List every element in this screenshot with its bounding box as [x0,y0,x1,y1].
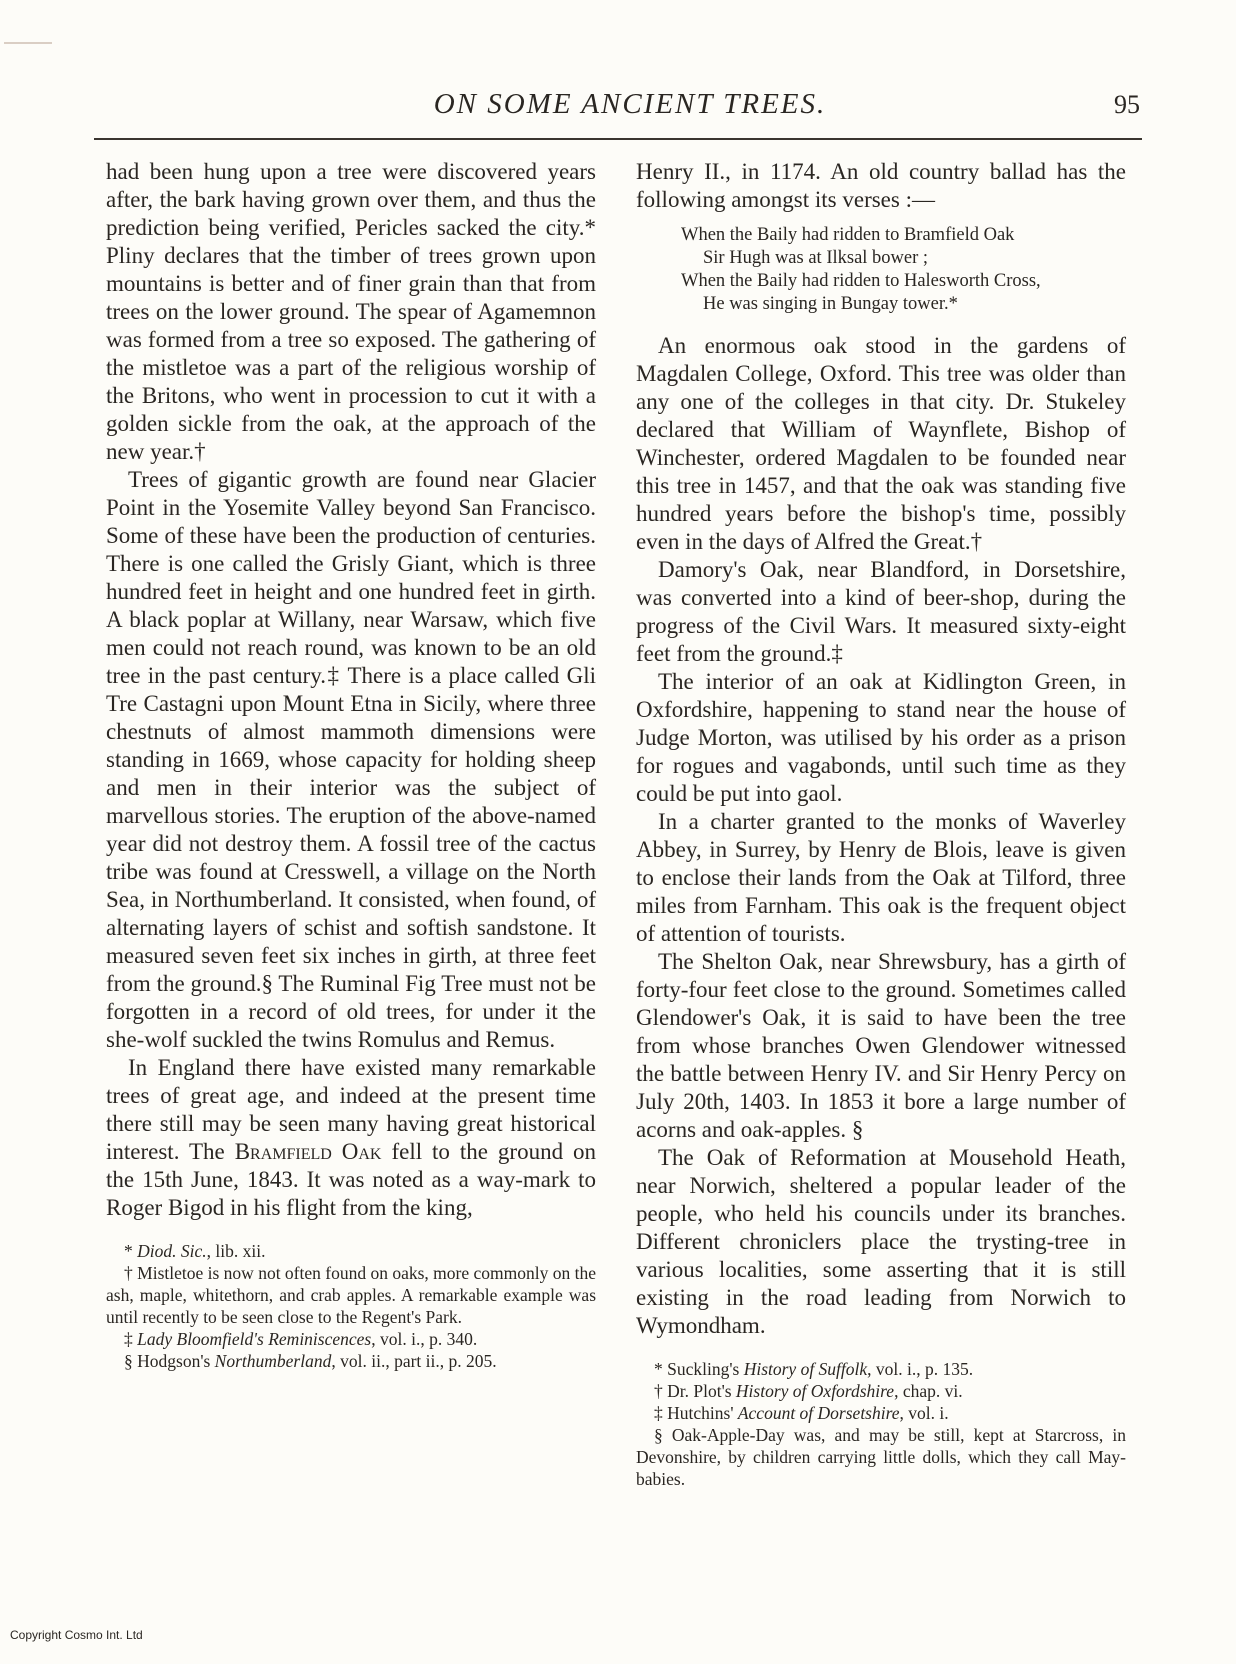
bramfield-oak-smallcaps: Bramfield Oak [234,1139,382,1164]
verse-line: Sir Hugh was at Ilksal bower ; [703,248,929,268]
right-column [636,158,1126,1490]
footnote: § Hodgson's Northumberland, vol. ii., part ii., p. 205. [124,1351,497,1371]
header-rule [94,138,1142,140]
paragraph: In a charter granted to the monks of Waverley Abbey, in Surrey, by Henry de Blois, leave is given to enclose their lands from the Oak at Tilford, three miles from Farnham. This oak is the frequent object of attention of tourists. [636,809,1126,946]
left-column [106,158,596,1372]
copyright-notice: Copyright Cosmo Int. Ltd [10,1628,143,1642]
paragraph: The Shelton Oak, near Shrewsbury, has a girth of forty-four feet close to the ground. Sometimes called Glendower's Oak, it is said to have been the tree from whose branches Owen Glendower witnessed the battle between Henry IV. and Sir Henry Percy on July 20th, 1403. In 1853 it bore a large number of acorns and oak-apples. § [636,949,1126,1142]
verse-line: When the Baily had ridden to Halesworth Cross, [681,271,1041,291]
paragraph-text: fell to the ground on the 15th June, 1843. It was noted as a way-mark to Roger Bigod in his flight from the king, [106,1139,597,1220]
footnote: § Oak-Apple-Day was, and may be still, kept at Starcross, in Devonshire, by children carrying little dolls, which they call May-babies. [636,1425,1127,1489]
paragraph: The interior of an oak at Kidlington Green, in Oxfordshire, happening to stand near the house of Judge Morton, was utilised by his order as a prison for rogues and vagabonds, until such time as they could be put into gaol. [636,669,1126,806]
paragraph [106,1054,596,1222]
verse-line: He was singing in Bungay tower.* [703,294,958,314]
running-head [120,88,1140,134]
paragraph: The Oak of Reformation at Mousehold Heath, near Norwich, sheltered a popular leader of the people, who held his councils under its branches. Different chroniclers place the trysting-tree in various localities, some asserting that it is still existing in the road leading from Norwich to Wymondham. [636,1145,1126,1338]
footnotes-left [106,1240,596,1372]
scan-mark [4,42,52,44]
page-title: ON SOME ANCIENT TREES. [433,88,827,120]
paragraph: Trees of gigantic growth are found near Glacier Point in the Yosemite Valley beyond San Francisco. Some of these have been the production of centuries. There is one called the Grisly Giant, which is three hundred feet in height and one hundred feet in girth. A black poplar at Willany, near Warsaw, which five men could not reach round, was known to be an old tree in the past century.‡ There is a place called Gli Tre Castagni upon Mount Etna in Sicily, where three chestnuts of almost mammoth dimensions were standing in 1669, whose capacity for holding sheep and men in their interior was the subject of marvellous stories. The eruption of the above-named year did not destroy them. A fossil tree of the cactus tribe was found at Cresswell, a village on the North Sea, in Northumberland. It consisted, when found, of alternating layers of schist and softish sandstone. It measured seven feet six inches in girth, at three feet from the ground.§ The Ruminal Fig Tree must not be forgotten in a record of old trees, for under it the she-wolf suckled the twins Romulus and Remus. [106,467,596,1052]
footnote: ‡ Hutchins' Account of Dorsetshire, vol. i. [654,1403,949,1423]
paragraph: Henry II., in 1174. An old country ballad has the following amongst its verses :— [636,159,1126,212]
paragraph: An enormous oak stood in the gardens of Magdalen College, Oxford. This tree was older than any one of the colleges in that city. Dr. Stukeley declared that William of Waynflete, Bishop of Winchester, ordered Magdalen to be founded near this tree in 1457, and that the oak was standing five hundred years before the bishop's time, possibly even in the days of Alfred the Great.† [636,333,1126,554]
page-number: 95 [1114,90,1140,119]
footnote: * Suckling's History of Suffolk, vol. i., p. 135. [654,1359,974,1379]
paragraph: Damory's Oak, near Blandford, in Dorsetshire, was converted into a kind of beer-shop, during the progress of the Civil Wars. It measured sixty-eight feet from the ground.‡ [636,557,1126,666]
footnotes-right [636,1358,1126,1490]
paragraph-text: In England there have existed many remarkable trees of great age, and indeed at the present time there still may be seen many having great historical interest. The [106,1055,596,1164]
footnote: † Dr. Plot's History of Oxfordshire, chap. vi. [654,1381,963,1401]
verse-line: When the Baily had ridden to Bramfield Oak [681,225,1015,245]
footnote: ‡ Lady Bloomfield's Reminiscences, vol. i., p. 340. [124,1329,478,1349]
footnote: † Mistletoe is now not often found on oaks, more commonly on the ash, maple, whitethorn, and crab apples. A remarkable example was until recently to be seen close to the Regent's Park. [106,1263,597,1327]
footnote: * Diod. Sic., lib. xii. [124,1241,266,1261]
ballad-verse [681,224,1126,316]
paragraph: had been hung upon a tree were discovered years after, the bark having grown over them, and thus the prediction being verified, Pericles sacked the city.* Pliny declares that the timber of trees grown upon mountains is better and of finer grain than that from trees on the lower ground. The spear of Agamemnon was formed from a tree so exposed. The gathering of the mistletoe was a part of the religious worship of the Britons, who went in procession to cut it with a golden sickle from the oak, at the approach of the new year.† [106,159,596,464]
